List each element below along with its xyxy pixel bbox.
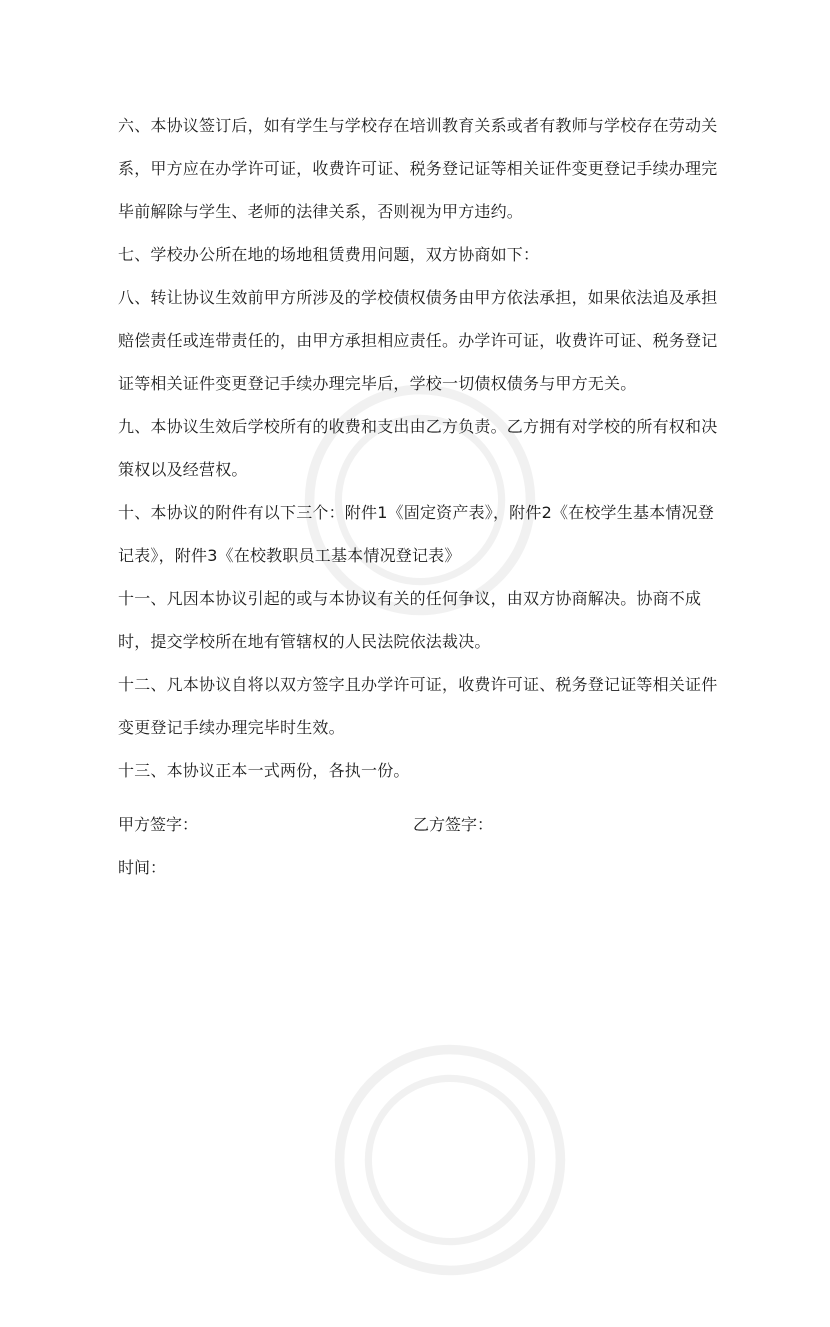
clause-7: 七、学校办公所在地的场地租赁费用问题，双方协商如下： xyxy=(118,245,540,264)
clause-8: 八、转让协议生效前甲方所涉及的学校债权债务由甲方依法承担，如果依法追及承担赔偿责任或连带责任的，由甲方承担相应责任。办学许可证，收费许可证、税务登记证等相关证件变更登记手续办理完毕后，学校一切债权债务与甲方无关。 xyxy=(118,288,718,393)
signature-row xyxy=(118,803,718,846)
party-b-signature-label: 乙方签字： xyxy=(413,815,494,834)
clause-10: 十、本协议的附件有以下三个：附件1《固定资产表》，附件2《在校学生基本情况登记表》，附件3《在校教职员工基本情况登记表》 xyxy=(118,503,714,565)
party-a-signature-label: 甲方签字： xyxy=(118,815,199,834)
clause-6: 六、本协议签订后，如有学生与学校存在培训教育关系或者有教师与学校存在劳动关系，甲方应在办学许可证，收费许可证、税务登记证等相关证件变更登记手续办理完毕前解除与学生、老师的法律关系，否则视为甲方违约。 xyxy=(118,116,718,221)
watermark-icon xyxy=(283,993,617,1327)
clause-12: 十二、凡本协议自将以双方签字且办学许可证，收费许可证、税务登记证等相关证件变更登记手续办理完毕时生效。 xyxy=(118,675,718,737)
time-label: 时间： xyxy=(118,858,167,877)
clause-list xyxy=(118,104,718,792)
clause-13: 十三、本协议正本一式两份，各执一份。 xyxy=(118,761,410,780)
clause-9: 九、本协议生效后学校所有的收费和支出由乙方负责。乙方拥有对学校的所有权和决策权以及经营权。 xyxy=(118,417,718,479)
clause-11: 十一、凡因本协议引起的或与本协议有关的任何争议，由双方协商解决。协商不成时，提交学校所在地有管辖权的人民法院依法裁决。 xyxy=(118,589,702,651)
